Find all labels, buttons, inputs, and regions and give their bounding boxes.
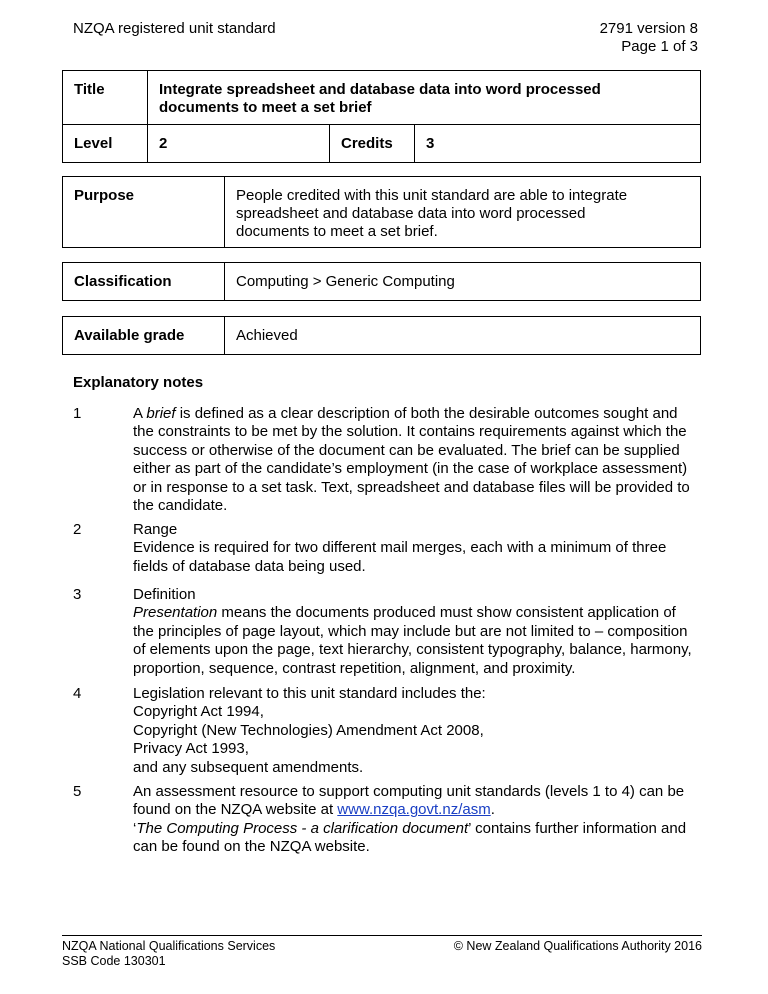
note-number: 2 [73, 521, 82, 538]
note-text: A brief is defined as a clear description of both the desirable outcomes sought and the constraints to be met by the solution. It contains requirements against which the success or otherwise of the document can be evaluated. The brief can be supplied either as part of the candidate’s employment (in the case of workplace assessment) or in response to a set task. Text, spreadsheet and database files will be provided to the candidate. [133, 405, 690, 515]
grade-table [62, 316, 701, 355]
header-right [600, 20, 698, 56]
note-text: An assessment resource to support computing unit standards (levels 1 to 4) can be found on the NZQA website at www.nzqa.govt.nz/asm. ‘The Computing Process - a clarification document’ contains further information and can be found on the NZQA website. [133, 783, 687, 856]
header-left: NZQA registered unit standard [73, 20, 276, 37]
title-value: Integrate spreadsheet and database data into word processed documents to meet a set brief [148, 71, 701, 125]
purpose-label: Purpose [63, 177, 225, 248]
note-number: 1 [73, 405, 82, 422]
classification-value: Computing > Generic Computing [225, 263, 701, 301]
credits-label: Credits [330, 125, 415, 163]
nzqa-asm-link[interactable]: www.nzqa.govt.nz/asm [337, 801, 491, 819]
footer-left: NZQA National Qualifications Services SSB Code 130301 [62, 939, 276, 968]
grade-label: Available grade [63, 317, 225, 355]
classification-table [62, 262, 701, 301]
classification-label: Classification [63, 263, 225, 301]
note-number: 3 [73, 586, 82, 603]
note-text: Range Evidence is required for two different mail merges, each with a minimum of three fields of database data being used. [133, 521, 667, 575]
grade-value: Achieved [225, 317, 701, 355]
level-label: Level [63, 125, 148, 163]
notes-heading: Explanatory notes [73, 374, 204, 391]
note-text: Legislation relevant to this unit standard includes the: Copyright Act 1994, Copyright (New Technologies) Amendment Act 2008, Privacy Act 1993, and any subsequent amendments. [133, 685, 486, 776]
note-number: 4 [73, 685, 82, 702]
title-table [62, 70, 701, 163]
purpose-table [62, 176, 701, 248]
credits-value: 3 [415, 125, 701, 163]
title-label: Title [63, 71, 148, 125]
footer-copyright: © New Zealand Qualifications Authority 2016 [453, 939, 702, 953]
purpose-value: People credited with this unit standard are able to integrate spreadsheet and database data into word processed documents to meet a set brief. [225, 177, 701, 248]
version-text: 2791 version 8 [599, 20, 698, 37]
note-number: 5 [73, 783, 82, 800]
page-number: Page 1 of 3 [621, 38, 698, 55]
level-value: 2 [148, 125, 330, 163]
footer-divider [62, 935, 702, 936]
note-text: Definition Presentation means the documents produced must show consistent application of the principles of page layout, which may include but are not limited to – composition of elements upon the page, text hierarchy, consistent typography, balance, harmony, proportion, sequence, contrast repetition, alignment, and proximity. [133, 586, 692, 677]
